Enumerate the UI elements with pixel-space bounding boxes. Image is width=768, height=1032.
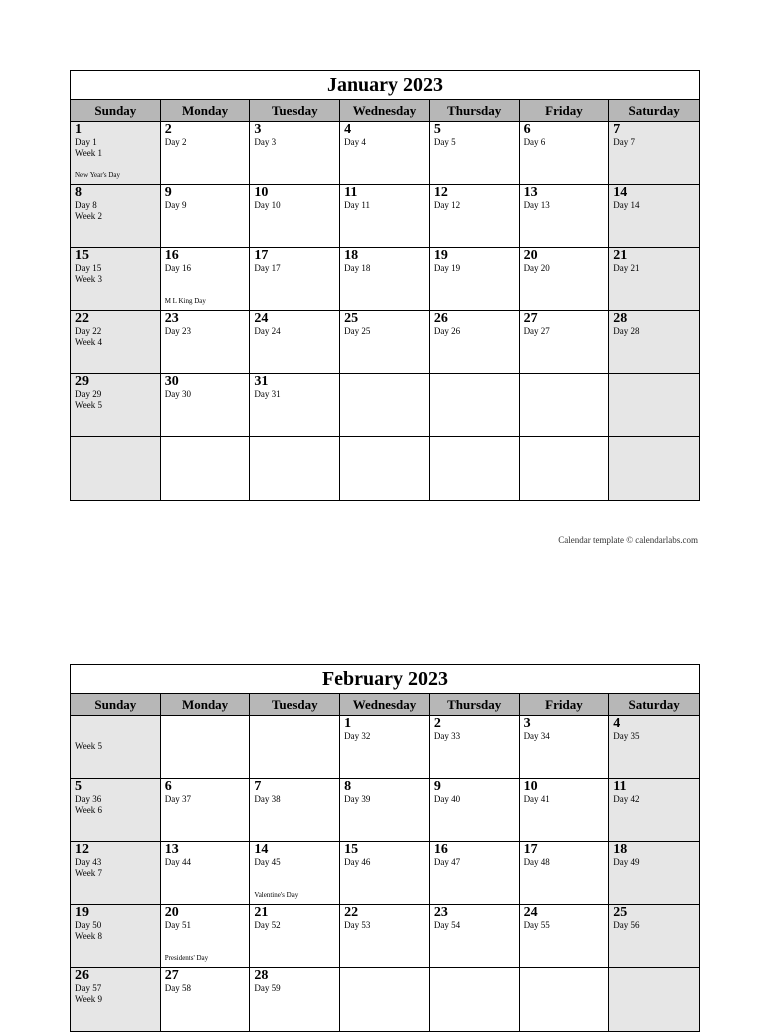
day-of-year: Day 36 <box>75 794 102 804</box>
date-number: 11 <box>613 779 627 794</box>
day-cell <box>340 185 430 248</box>
weekday-header: Friday <box>520 100 610 122</box>
day-cell <box>340 311 430 374</box>
weekday-header: Saturday <box>609 694 699 716</box>
day-of-year: Day 30 <box>164 389 191 399</box>
day-cell <box>520 248 610 311</box>
day-cell <box>250 122 340 185</box>
day-cell <box>250 968 340 1031</box>
day-cell <box>340 716 430 779</box>
day-of-year: Day 10 <box>254 200 281 210</box>
date-number: 1 <box>344 716 352 731</box>
date-number: 14 <box>613 185 628 200</box>
date-number: 11 <box>344 185 358 200</box>
empty-cell <box>71 716 161 779</box>
day-cell <box>71 122 161 185</box>
day-cell <box>71 968 161 1031</box>
day-of-year: Day 17 <box>254 263 281 273</box>
day-cell <box>430 842 520 905</box>
week-number: Week 3 <box>75 274 103 284</box>
week-number: Week 7 <box>75 868 103 878</box>
empty-cell <box>250 437 340 500</box>
date-number: 8 <box>75 185 82 200</box>
date-number: 13 <box>164 842 179 857</box>
day-of-year: Day 58 <box>164 983 191 993</box>
date-number: 5 <box>75 779 82 794</box>
day-cell <box>430 779 520 842</box>
day-cell <box>520 905 610 968</box>
weekday-header: Wednesday <box>340 694 430 716</box>
weekday-header: Wednesday <box>340 100 430 122</box>
day-cell <box>609 779 699 842</box>
date-number: 23 <box>164 311 179 326</box>
date-number: 28 <box>613 311 628 326</box>
empty-cell <box>161 437 251 500</box>
week-number: Week 1 <box>75 148 103 158</box>
day-cell <box>609 122 699 185</box>
weekday-header: Friday <box>520 694 610 716</box>
weekday-header: Saturday <box>609 100 699 122</box>
day-of-year: Day 19 <box>433 263 461 273</box>
day-cell <box>609 311 699 374</box>
day-cell <box>250 779 340 842</box>
day-of-year: Day 6 <box>523 137 546 147</box>
date-number: 16 <box>433 842 448 857</box>
empty-cell <box>71 437 161 500</box>
day-of-year: Day 12 <box>433 200 461 210</box>
day-of-year: Day 47 <box>433 857 461 867</box>
day-of-year: Day 7 <box>613 137 636 147</box>
weekday-header: Tuesday <box>250 694 340 716</box>
date-number: 12 <box>433 185 448 200</box>
date-number: 26 <box>75 968 89 983</box>
week-number: Week 6 <box>75 805 103 815</box>
date-number: 26 <box>433 311 448 326</box>
day-cell <box>71 905 161 968</box>
day-cell <box>609 185 699 248</box>
day-cell <box>430 311 520 374</box>
day-cell <box>430 185 520 248</box>
date-number: 25 <box>613 905 628 920</box>
day-cell <box>161 968 251 1031</box>
day-of-year: Day 5 <box>433 137 456 147</box>
day-of-year: Day 21 <box>613 263 640 273</box>
empty-cell <box>520 968 610 1031</box>
day-cell <box>161 185 251 248</box>
date-number: 21 <box>254 905 269 920</box>
date-number: 30 <box>164 374 179 389</box>
week-number: Week 4 <box>75 337 103 347</box>
weekday-header: Thursday <box>430 694 520 716</box>
day-of-year: Day 9 <box>164 200 187 210</box>
day-of-year: Day 54 <box>433 920 461 930</box>
day-cell <box>71 185 161 248</box>
date-number: 27 <box>164 968 179 983</box>
day-of-year: Day 33 <box>433 731 461 741</box>
calendar-grid <box>71 100 699 500</box>
date-number: 19 <box>75 905 89 920</box>
day-of-year: Day 22 <box>75 326 102 336</box>
day-cell <box>161 311 251 374</box>
day-cell <box>520 779 610 842</box>
day-of-year: Day 57 <box>75 983 102 993</box>
day-of-year: Day 45 <box>254 857 281 867</box>
holiday-label: New Year's Day <box>75 171 121 179</box>
date-number: 18 <box>613 842 628 857</box>
month-title: January 2023 <box>71 71 699 100</box>
date-number: 27 <box>523 311 538 326</box>
empty-cell <box>430 437 520 500</box>
date-number: 4 <box>613 716 621 731</box>
date-number: 22 <box>75 311 89 326</box>
calendar-february <box>70 664 700 1032</box>
day-of-year: Day 31 <box>254 389 281 399</box>
day-cell <box>609 716 699 779</box>
day-of-year: Day 28 <box>613 326 640 336</box>
day-cell <box>250 185 340 248</box>
date-number: 6 <box>523 122 531 137</box>
date-number: 3 <box>254 122 262 137</box>
calendar-credit: Calendar template © calendarlabs.com <box>558 535 698 545</box>
empty-cell <box>340 374 430 437</box>
date-number: 21 <box>613 248 628 263</box>
empty-cell <box>520 374 610 437</box>
day-cell <box>520 716 610 779</box>
date-number: 31 <box>254 374 269 389</box>
day-cell <box>161 374 251 437</box>
holiday-label: Valentine's Day <box>254 891 299 899</box>
date-number: 7 <box>254 779 262 794</box>
day-of-year: Day 44 <box>164 857 191 867</box>
day-cell <box>609 905 699 968</box>
weekday-header: Tuesday <box>250 100 340 122</box>
day-of-year: Day 18 <box>344 263 371 273</box>
date-number: 2 <box>433 716 441 731</box>
date-number: 25 <box>344 311 359 326</box>
day-of-year: Day 16 <box>164 263 191 273</box>
date-number: 22 <box>344 905 359 920</box>
day-cell <box>340 779 430 842</box>
day-of-year: Day 29 <box>75 389 102 399</box>
empty-cell <box>609 968 699 1031</box>
day-of-year: Day 32 <box>344 731 371 741</box>
day-of-year: Day 26 <box>433 326 461 336</box>
day-of-year: Day 40 <box>433 794 461 804</box>
date-number: 17 <box>254 248 269 263</box>
day-of-year: Day 13 <box>523 200 550 210</box>
day-cell <box>71 374 161 437</box>
day-cell <box>520 122 610 185</box>
day-cell <box>161 248 251 311</box>
day-of-year: Day 37 <box>164 794 191 804</box>
empty-cell <box>340 968 430 1031</box>
date-number: 28 <box>254 968 269 983</box>
holiday-label: Presidents' Day <box>164 954 209 962</box>
date-number: 23 <box>433 905 448 920</box>
day-of-year: Day 49 <box>613 857 640 867</box>
date-number: 24 <box>254 311 269 326</box>
empty-cell <box>340 437 430 500</box>
holiday-label: M L King Day <box>164 297 206 305</box>
day-cell <box>161 905 251 968</box>
date-number: 3 <box>523 716 531 731</box>
week-number: Week 8 <box>75 931 103 941</box>
day-of-year: Day 11 <box>344 200 371 210</box>
date-number: 16 <box>164 248 179 263</box>
calendar-january <box>70 70 700 501</box>
day-cell <box>71 311 161 374</box>
date-number: 7 <box>613 122 621 137</box>
empty-cell <box>250 716 340 779</box>
date-number: 13 <box>523 185 538 200</box>
date-number: 8 <box>344 779 352 794</box>
day-cell <box>340 905 430 968</box>
day-of-year: Day 23 <box>164 326 191 336</box>
day-cell <box>430 716 520 779</box>
date-number: 9 <box>433 779 441 794</box>
empty-cell <box>430 374 520 437</box>
date-number: 18 <box>344 248 359 263</box>
empty-cell <box>520 437 610 500</box>
date-number: 10 <box>254 185 269 200</box>
day-cell <box>161 842 251 905</box>
day-of-year: Day 38 <box>254 794 281 804</box>
day-cell <box>161 122 251 185</box>
day-cell <box>430 248 520 311</box>
week-number: Week 5 <box>75 741 103 751</box>
day-cell <box>71 248 161 311</box>
day-cell <box>71 842 161 905</box>
day-of-year: Day 4 <box>344 137 366 147</box>
day-of-year: Day 15 <box>75 263 102 273</box>
date-number: 17 <box>523 842 538 857</box>
weekday-header: Sunday <box>71 100 161 122</box>
day-of-year: Day 55 <box>523 920 550 930</box>
day-cell <box>340 122 430 185</box>
date-number: 15 <box>75 248 89 263</box>
empty-cell <box>430 968 520 1031</box>
day-of-year: Day 52 <box>254 920 281 930</box>
empty-cell <box>609 437 699 500</box>
day-of-year: Day 24 <box>254 326 281 336</box>
day-cell <box>250 905 340 968</box>
date-number: 2 <box>164 122 172 137</box>
day-cell <box>430 122 520 185</box>
empty-cell <box>609 374 699 437</box>
date-number: 5 <box>433 122 441 137</box>
weekday-header: Thursday <box>430 100 520 122</box>
month-title: February 2023 <box>71 665 699 694</box>
day-cell <box>71 779 161 842</box>
day-cell <box>250 311 340 374</box>
date-number: 20 <box>164 905 179 920</box>
date-number: 19 <box>433 248 448 263</box>
day-of-year: Day 46 <box>344 857 371 867</box>
day-cell <box>520 311 610 374</box>
day-cell <box>520 842 610 905</box>
day-of-year: Day 34 <box>523 731 550 741</box>
day-of-year: Day 2 <box>164 137 187 147</box>
day-of-year: Day 48 <box>523 857 550 867</box>
day-of-year: Day 14 <box>613 200 640 210</box>
day-of-year: Day 8 <box>75 200 97 210</box>
date-number: 29 <box>75 374 89 389</box>
day-cell <box>250 842 340 905</box>
date-number: 6 <box>164 779 172 794</box>
date-number: 10 <box>523 779 538 794</box>
day-of-year: Day 20 <box>523 263 550 273</box>
weekday-header: Sunday <box>71 694 161 716</box>
day-of-year: Day 1 <box>75 137 97 147</box>
date-number: 1 <box>75 122 82 137</box>
week-number: Week 9 <box>75 994 103 1004</box>
day-cell <box>250 374 340 437</box>
day-of-year: Day 56 <box>613 920 640 930</box>
weekday-header: Monday <box>161 694 251 716</box>
date-number: 24 <box>523 905 538 920</box>
day-cell <box>250 248 340 311</box>
day-cell <box>161 779 251 842</box>
day-of-year: Day 3 <box>254 137 277 147</box>
date-number: 4 <box>344 122 352 137</box>
day-cell <box>340 248 430 311</box>
date-number: 12 <box>75 842 89 857</box>
day-cell <box>609 842 699 905</box>
day-of-year: Day 25 <box>344 326 371 336</box>
date-number: 15 <box>344 842 359 857</box>
date-number: 20 <box>523 248 538 263</box>
day-of-year: Day 59 <box>254 983 281 993</box>
date-number: 14 <box>254 842 269 857</box>
day-of-year: Day 43 <box>75 857 102 867</box>
day-cell <box>430 905 520 968</box>
day-of-year: Day 50 <box>75 920 102 930</box>
empty-cell <box>161 716 251 779</box>
weekday-header: Monday <box>161 100 251 122</box>
week-number: Week 5 <box>75 400 103 410</box>
date-number: 9 <box>164 185 172 200</box>
day-of-year: Day 53 <box>344 920 371 930</box>
day-cell <box>609 248 699 311</box>
day-of-year: Day 27 <box>523 326 550 336</box>
day-of-year: Day 39 <box>344 794 371 804</box>
day-of-year: Day 41 <box>523 794 550 804</box>
day-of-year: Day 42 <box>613 794 640 804</box>
day-of-year: Day 51 <box>164 920 191 930</box>
day-of-year: Day 35 <box>613 731 640 741</box>
calendar-grid <box>71 694 699 1031</box>
week-number: Week 2 <box>75 211 103 221</box>
day-cell <box>520 185 610 248</box>
day-cell <box>340 842 430 905</box>
